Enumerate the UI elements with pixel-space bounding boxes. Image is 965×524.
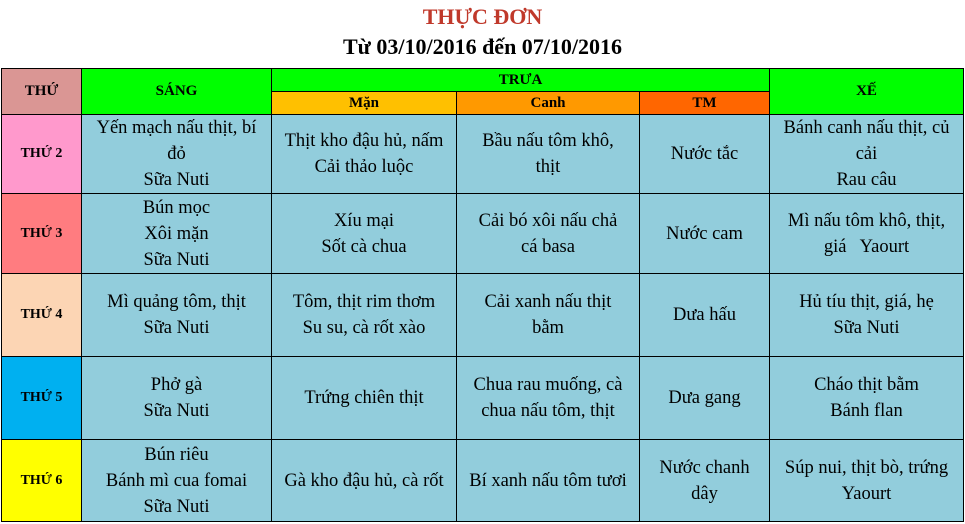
menu-line: Tôm, thịt rim thơm: [292, 292, 436, 312]
menu-line: Cải thảo luộc: [314, 157, 414, 177]
lunch-main-cell: [272, 194, 457, 274]
breakfast-cell: [82, 357, 272, 440]
afternoon-snack-cell: [770, 115, 964, 194]
menu-line: bằm: [532, 318, 564, 338]
menu-line: Cải xanh nấu thịt: [484, 292, 612, 312]
afternoon-snack-cell: [770, 194, 964, 274]
dessert-cell: [640, 440, 770, 522]
menu-line: Bánh flan: [830, 401, 903, 421]
breakfast-cell: [82, 194, 272, 274]
afternoon-snack-cell: [770, 440, 964, 522]
lunch-soup-cell: [457, 357, 640, 440]
day-label: THỨ 2: [2, 115, 82, 194]
menu-line: Bí xanh nấu tôm tươi: [469, 470, 627, 491]
header-thu: THỨ: [2, 69, 82, 115]
breakfast-cell: [82, 115, 272, 194]
menu-line: giá Yaourt: [823, 236, 910, 257]
menu-line: Dưa hấu: [673, 305, 736, 325]
menu-line: Nước tắc: [670, 144, 739, 164]
header-tm: TM: [640, 92, 770, 115]
menu-line: Cháo thịt bằm: [814, 375, 919, 395]
header-man: Mặn: [272, 92, 457, 115]
day-label: THỨ 5: [2, 357, 82, 440]
lunch-main-cell: [272, 440, 457, 522]
menu-line: Súp nui, thịt bò, trứng: [784, 457, 949, 478]
menu-line: Sữa Nuti: [143, 401, 210, 421]
menu-line: Sữa Nuti: [143, 318, 210, 338]
menu-line: Sữa Nuti: [833, 318, 900, 338]
menu-line: Bầu nấu tôm khô,: [482, 131, 614, 151]
day-label: THỨ 3: [2, 194, 82, 274]
menu-line: Xôi mặn: [144, 223, 209, 244]
breakfast-cell: [82, 274, 272, 357]
menu-line: Phở gà: [150, 375, 203, 395]
lunch-main-cell: [272, 357, 457, 440]
menu-line: Dưa gang: [668, 388, 741, 408]
afternoon-snack-cell: [770, 274, 964, 357]
menu-line: Yến mạch nấu thịt, bí: [96, 118, 257, 138]
menu-line: Yaourt: [841, 483, 892, 504]
lunch-main-cell: [272, 115, 457, 194]
lunch-soup-cell: [457, 115, 640, 194]
menu-line: Gà kho đậu hủ, cà rốt: [284, 470, 444, 491]
menu-line: Rau câu: [836, 170, 897, 190]
menu-title: THỰC ĐƠN: [422, 4, 543, 29]
day-label: THỨ 4: [2, 274, 82, 357]
menu-line: cải: [855, 144, 878, 164]
menu-line: cá basa: [521, 236, 575, 257]
menu-line: Mì nấu tôm khô, thịt,: [787, 210, 946, 231]
menu-line: Bún mọc: [142, 197, 211, 218]
menu-line: Nước cam: [666, 223, 743, 244]
header-trua: TRƯA: [272, 69, 770, 92]
menu-line: Sữa Nuti: [143, 496, 210, 517]
menu-line: Thịt kho đậu hủ, nấm: [284, 131, 444, 151]
menu-line: Bánh canh nấu thịt, củ: [783, 118, 950, 138]
menu-line: dây: [691, 483, 718, 504]
lunch-soup-cell: [457, 440, 640, 522]
date-range-subtitle: Từ 03/10/2016 đến 07/10/2016: [342, 34, 623, 59]
breakfast-cell: [82, 440, 272, 522]
dessert-cell: [640, 194, 770, 274]
menu-line: Sữa Nuti: [143, 249, 210, 270]
menu-line: Sữa Nuti: [143, 170, 210, 190]
menu-line: Nước chanh: [659, 457, 750, 478]
menu-line: Trứng chiên thịt: [304, 388, 424, 408]
menu-line: Chua rau muống, cà: [473, 375, 623, 395]
menu-line: Su su, cà rốt xào: [302, 318, 426, 338]
menu-line: chua nấu tôm, thịt: [481, 401, 615, 421]
menu-line: Bánh mì cua fomai: [105, 470, 248, 491]
menu-line: Hủ tíu thịt, giá, hẹ: [799, 292, 934, 312]
menu-line: thịt: [535, 157, 561, 177]
header-canh: Canh: [457, 92, 640, 115]
menu-line: Bún riêu: [144, 444, 209, 465]
lunch-soup-cell: [457, 274, 640, 357]
header-xe: XẾ: [770, 69, 964, 115]
lunch-main-cell: [272, 274, 457, 357]
afternoon-snack-cell: [770, 357, 964, 440]
menu-table: [1, 68, 964, 522]
day-label: THỨ 6: [2, 440, 82, 522]
menu-line: đỏ: [167, 144, 186, 164]
menu-line: Mì quảng tôm, thịt: [107, 292, 246, 312]
dessert-cell: [640, 274, 770, 357]
menu-line: Sốt cà chua: [321, 236, 407, 257]
menu-line: Xíu mại: [333, 210, 395, 231]
header-sang: SÁNG: [82, 69, 272, 115]
dessert-cell: [640, 357, 770, 440]
dessert-cell: [640, 115, 770, 194]
lunch-soup-cell: [457, 194, 640, 274]
menu-line: Cải bó xôi nấu chả: [478, 210, 618, 231]
